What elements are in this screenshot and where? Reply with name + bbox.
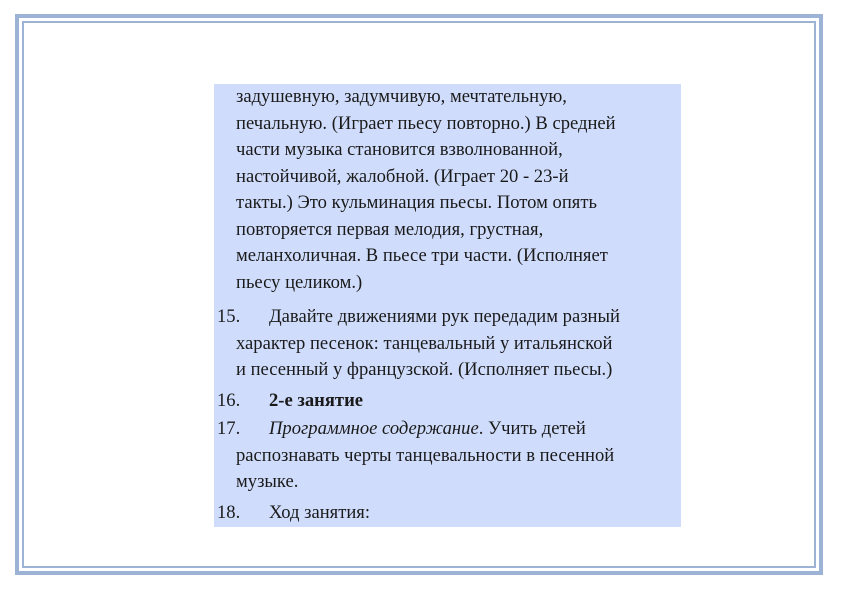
list-item-line: Ход занятия: (269, 502, 371, 523)
list-item-line: характер песенок: танцевальный у итальянской (236, 332, 613, 354)
lesson-heading: 2-е занятие (269, 390, 364, 411)
list-item-line: Давайте движениями рук передадим разный (269, 306, 620, 327)
paragraph-line: части музыка становится взволнованной, (236, 139, 563, 160)
list-number: 16. (217, 390, 241, 411)
paragraph-line: задушевную, задумчивую, мечтательную, (236, 86, 567, 107)
list-number: 17. (217, 418, 241, 439)
list-item-18 (214, 500, 681, 527)
list-number: 15. (217, 306, 241, 327)
continued-paragraph (214, 84, 681, 296)
list-item-15 (214, 304, 681, 384)
list-item-line: распознавать черты танцевальности в песенной (236, 444, 615, 466)
paragraph-line: печальную. (Играет пьесу повторно.) В средней (236, 112, 616, 134)
paragraph-line: настойчивой, жалобной. (Играет 20 - 23-й (236, 165, 569, 187)
text-box (214, 84, 681, 527)
list-item-line (236, 416, 681, 443)
paragraph-line: пьесу целиком.) (236, 271, 363, 293)
paragraph-line: меланхоличная. В пьесе три части. (Исполняет (236, 245, 608, 266)
paragraph-line: повторяется первая мелодия, грустная, (236, 218, 544, 240)
list-item-16 (214, 388, 681, 415)
list-number: 18. (217, 502, 241, 523)
list-item-17 (214, 416, 681, 496)
paragraph-line: такты.) Это кульминация пьесы. Потом опять (236, 192, 597, 213)
list-item-line: и песенный у французской. (Исполняет пьесы.) (236, 359, 613, 380)
list-item-line: музыке. (236, 471, 299, 492)
list-item-line-rest: . Учить детей (478, 418, 586, 439)
program-content-label: Программное содержание (269, 418, 479, 439)
